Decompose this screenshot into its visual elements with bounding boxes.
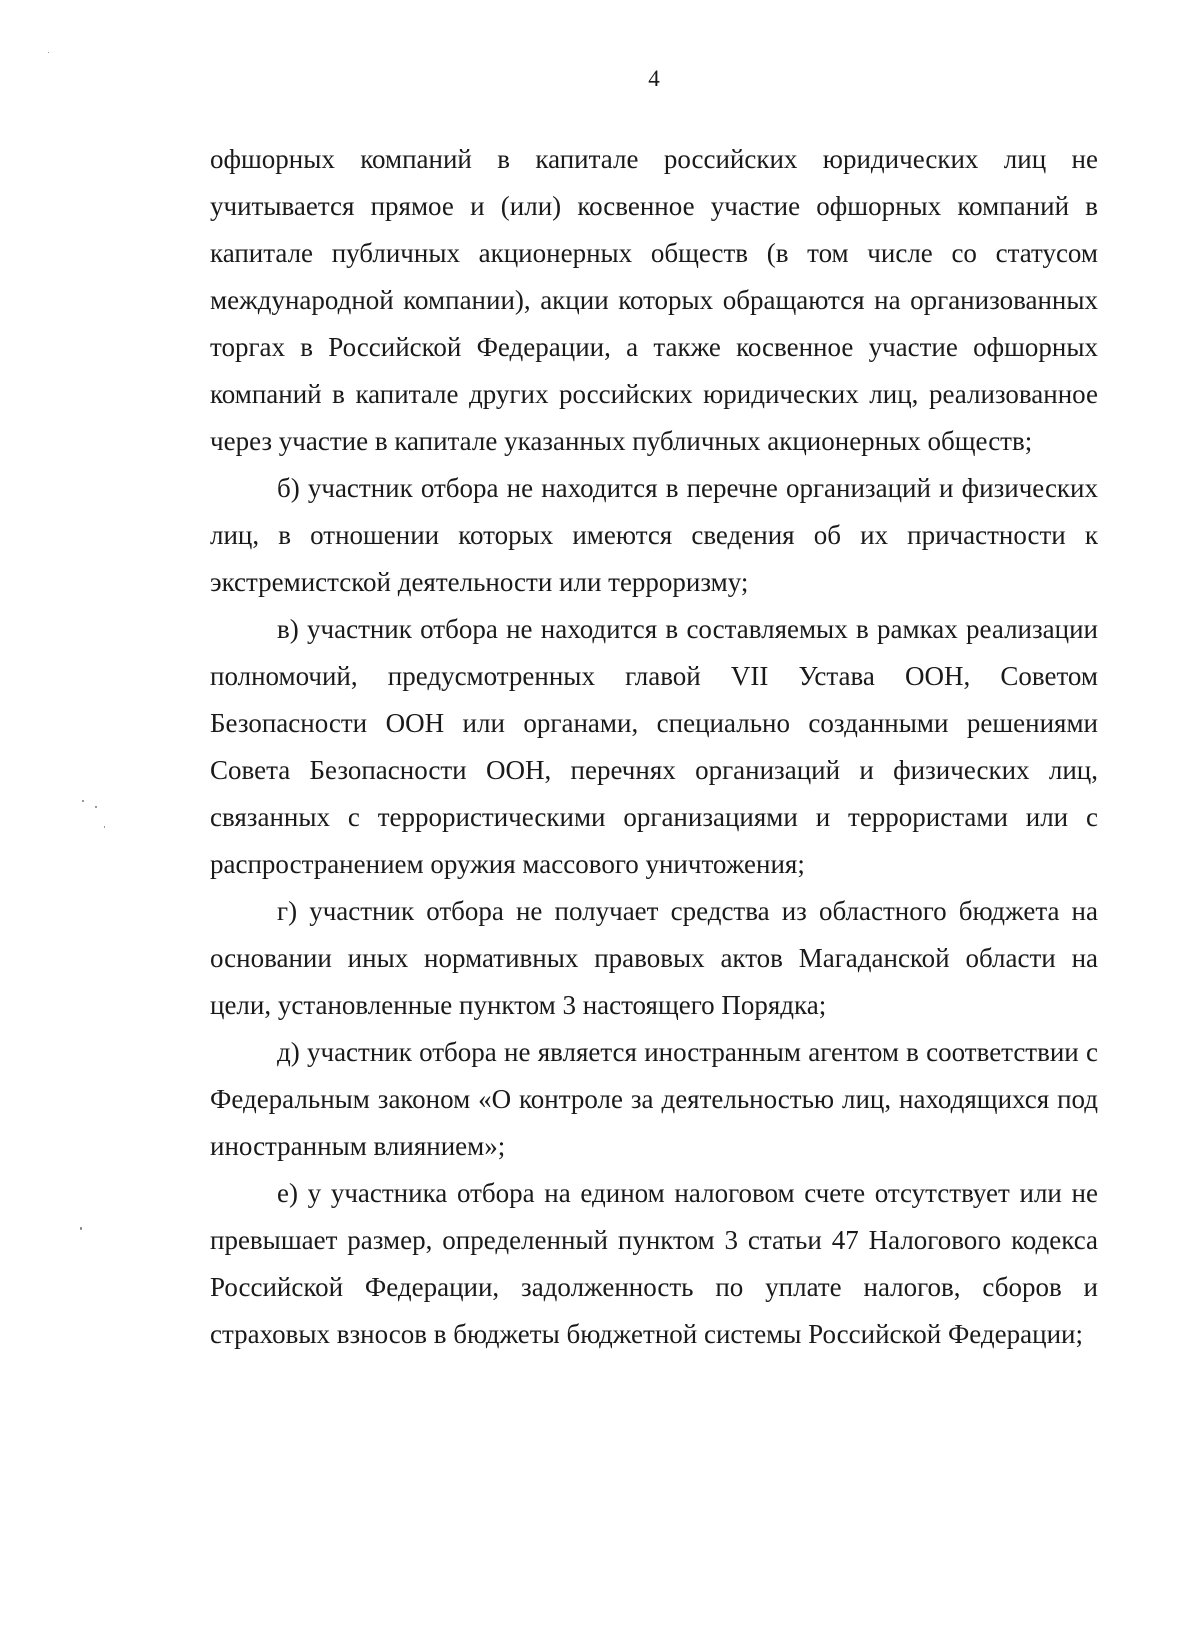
scan-speck [95, 806, 97, 808]
paragraph-item-e: е) у участника отбора на едином налоговом счете отсутствует или не превышает размер, определенный пунктом 3 статьи 47 Налогового кодекса Российской Федерации, задолженность по уплате налогов, сборов и страховых взносов в бюджеты бюджетной системы Российской Федерации; [210, 1178, 1098, 1349]
scan-speck [48, 52, 49, 53]
paragraph-continuation: офшорных компаний в капитале российских юридических лиц не учитывается прямое и (или) косвенное участие офшорных компаний в капитале публичных акционерных обществ (в том числе со статусом международной компании), акции которых обращаются на организованных торгах в Российской Федерации, а также косвенное участие офшорных компаний в капитале других российских юридических лиц, реализованное через участие в капитале указанных публичных акционерных обществ; [210, 144, 1098, 456]
paragraph-item-d: д) участник отбора не является иностранным агентом в соответствии с Федеральным законом «О контроле за деятельностью лиц, находящихся под иностранным влиянием»; [210, 1037, 1098, 1161]
scan-speck [104, 826, 105, 828]
scan-speck [80, 1227, 82, 1230]
scan-speck [82, 800, 84, 802]
paragraph-item-v: в) участник отбора не находится в составляемых в рамках реализации полномочий, предусмотренных главой VII Устава ООН, Советом Безопасности ООН или органами, специально созданными решениями Совета Безопасности ООН, перечнях организаций и физических лиц, связанных с террористическими организациями и террористами или с распространением оружия массового уничтожения; [210, 614, 1098, 879]
document-body [210, 136, 1098, 1358]
page-number: 4 [648, 66, 660, 91]
paragraph-item-b: б) участник отбора не находится в перечне организаций и физических лиц, в отношении которых имеются сведения об их причастности к экстремистской деятельности или терроризму; [210, 473, 1098, 597]
paragraph-item-g: г) участник отбора не получает средства из областного бюджета на основании иных нормативных правовых актов Магаданской области на цели, установленные пунктом 3 настоящего Порядка; [210, 896, 1098, 1020]
